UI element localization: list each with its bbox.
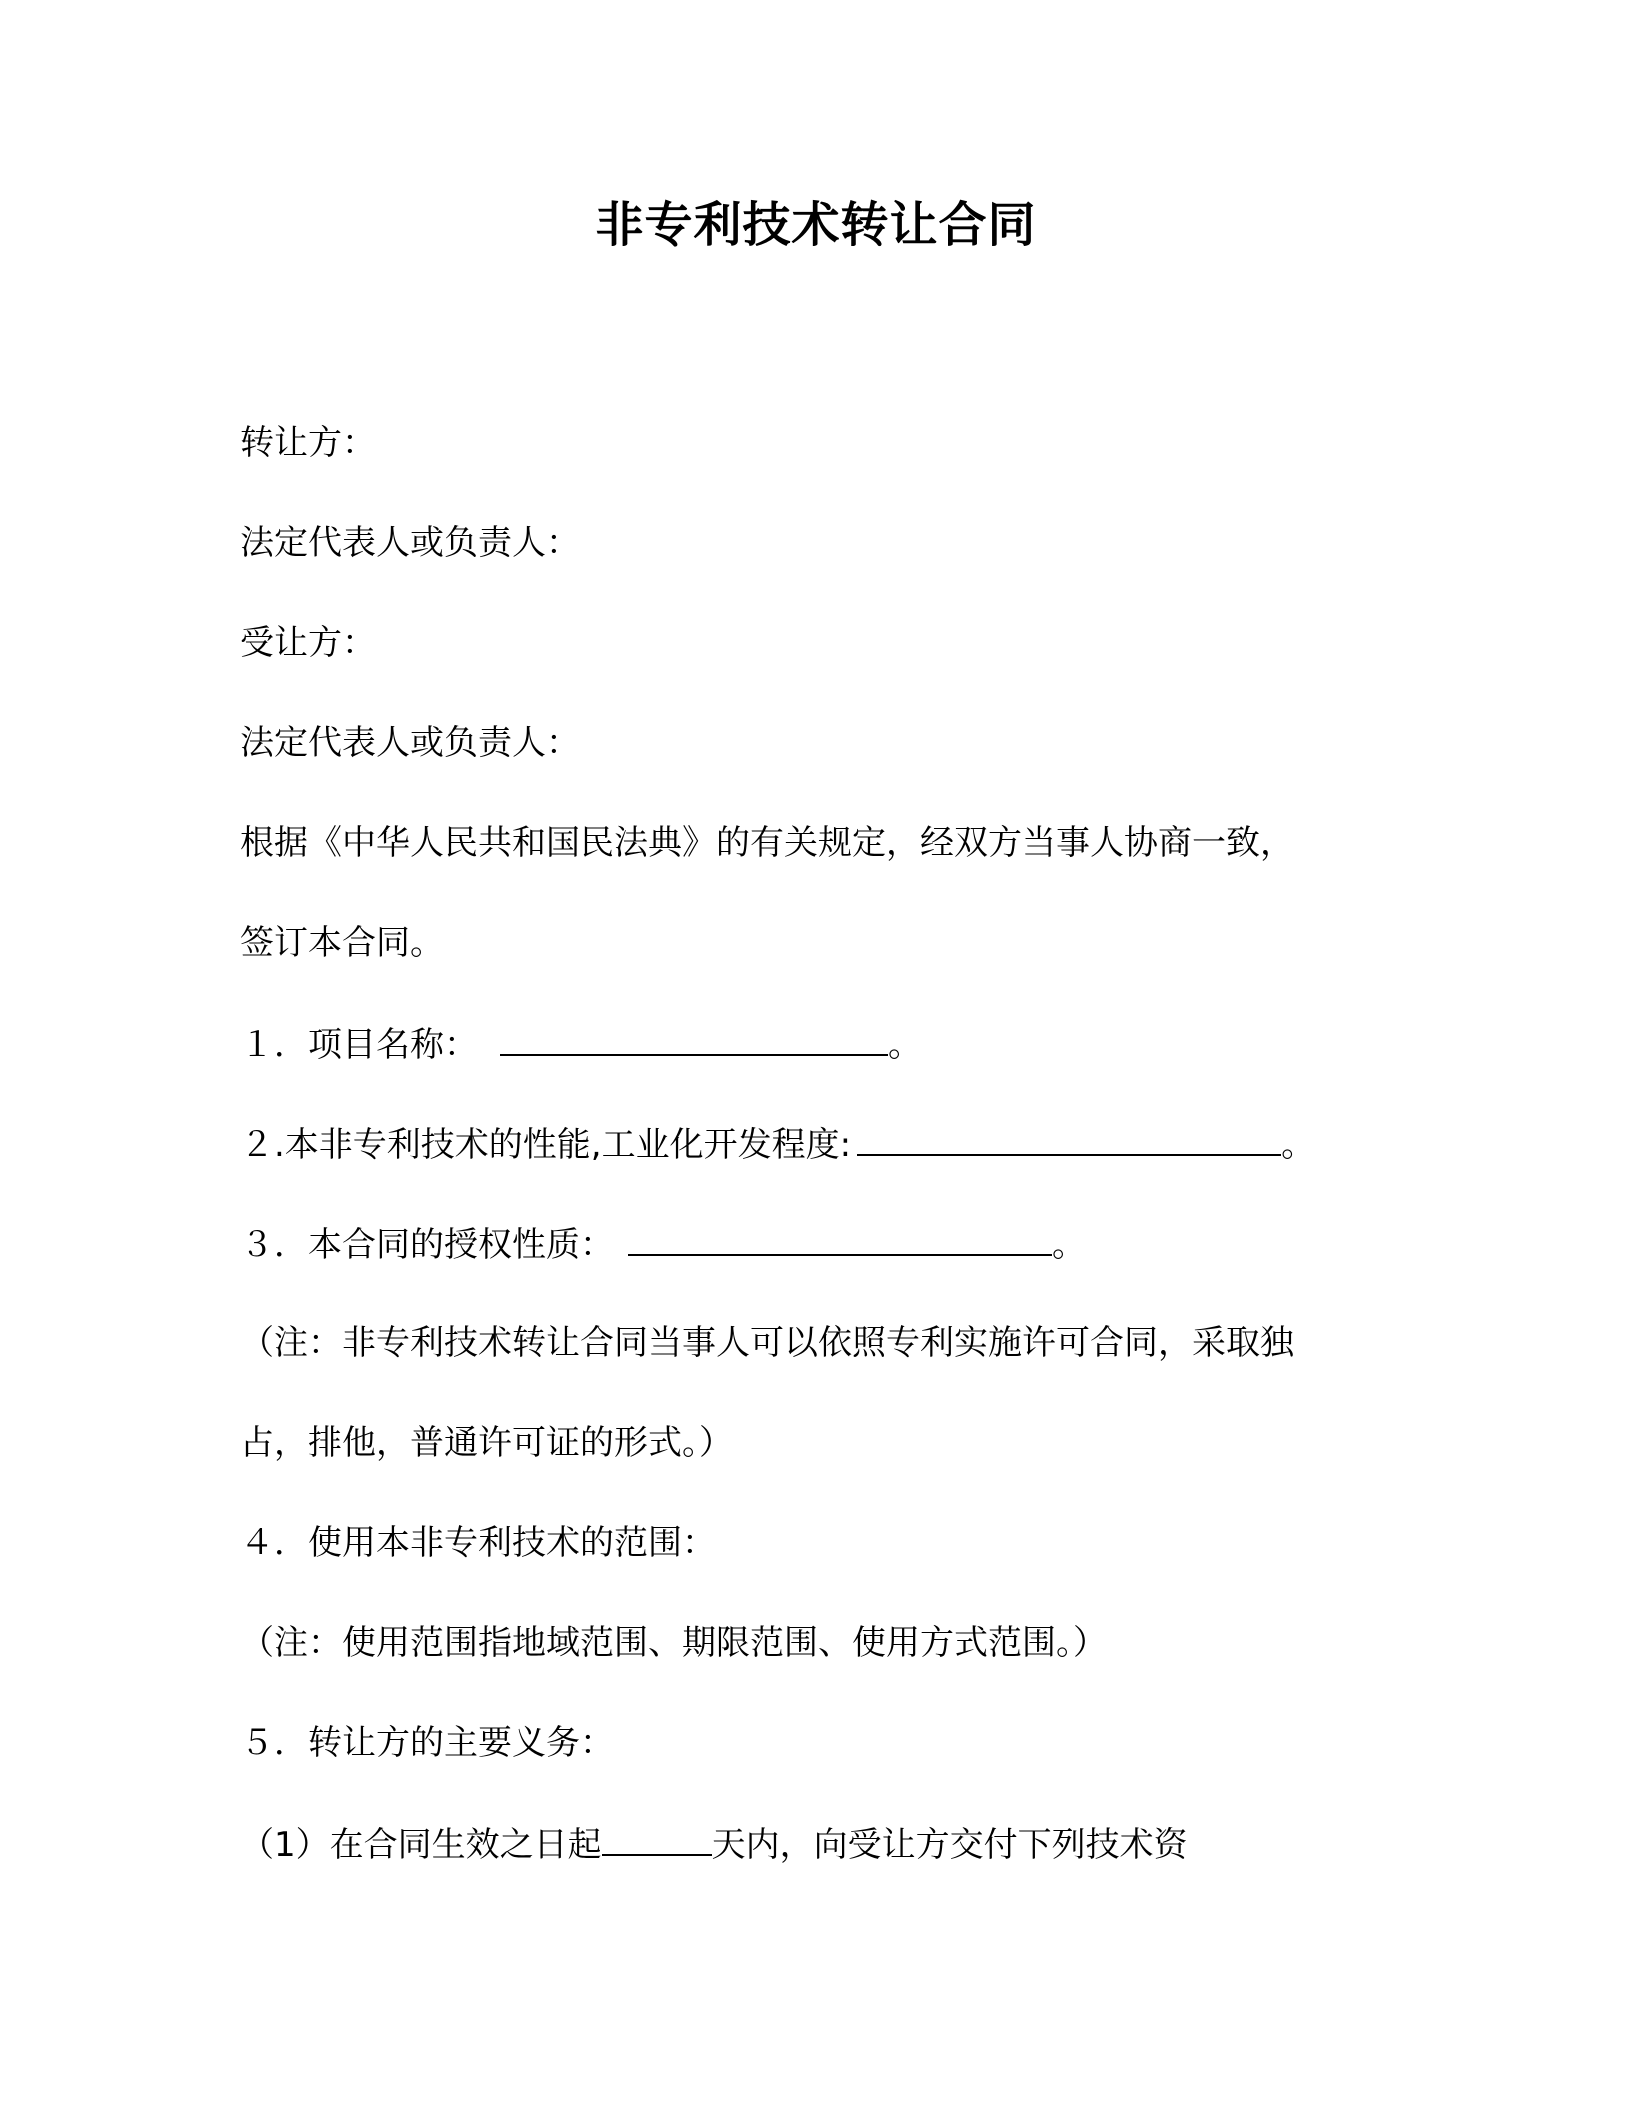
clause-3-end: 。: [1052, 1225, 1086, 1265]
document-title: 非专利技术转让合同: [595, 197, 1037, 253]
clause-1-project-name: [240, 1020, 922, 1068]
preamble-line-2: 签订本合同。: [240, 923, 444, 963]
performance-blank: [857, 1120, 1281, 1156]
clause-1-end: 。: [888, 1025, 922, 1065]
transferor-line: 转让方：: [240, 423, 376, 463]
clause-3-authorization: [240, 1220, 1086, 1268]
project-name-blank: [500, 1020, 888, 1056]
clause-5-item-1: [240, 1820, 1188, 1868]
transferor-representative-line: 法定代表人或负责人：: [240, 523, 580, 563]
clause-5-item-1-before: （1）在合同生效之日起: [240, 1825, 602, 1865]
authorization-blank: [628, 1220, 1052, 1256]
clause-1-label: １．项目名称：: [240, 1025, 478, 1065]
transferee-line: 受让方：: [240, 623, 376, 663]
clause-2-performance: [240, 1120, 1315, 1168]
clause-3-label: ３．本合同的授权性质：: [240, 1225, 614, 1265]
transferee-representative-line: 法定代表人或负责人：: [240, 723, 580, 763]
note-1-line-1: （注：非专利技术转让合同当事人可以依照专利实施许可合同，采取独: [240, 1323, 1294, 1363]
clause-5-item-1-after: 天内，向受让方交付下列技术资: [711, 1825, 1188, 1865]
clause-5-obligations: ５．转让方的主要义务：: [240, 1723, 614, 1763]
note-2: （注：使用范围指地域范围、期限范围、使用方式范围。）: [240, 1623, 1107, 1663]
note-1-line-2: 占，排他，普通许可证的形式。）: [240, 1423, 733, 1463]
clause-2-end: 。: [1281, 1125, 1316, 1165]
preamble-line-1: 根据《中华人民共和国民法典》的有关规定，经双方当事人协商一致，: [240, 823, 1294, 863]
clause-4-scope: ４．使用本非专利技术的范围：: [240, 1523, 716, 1563]
clause-2-label: ２.本非专利技术的性能,工业化开发程度:: [240, 1125, 852, 1165]
days-blank: [602, 1820, 712, 1856]
